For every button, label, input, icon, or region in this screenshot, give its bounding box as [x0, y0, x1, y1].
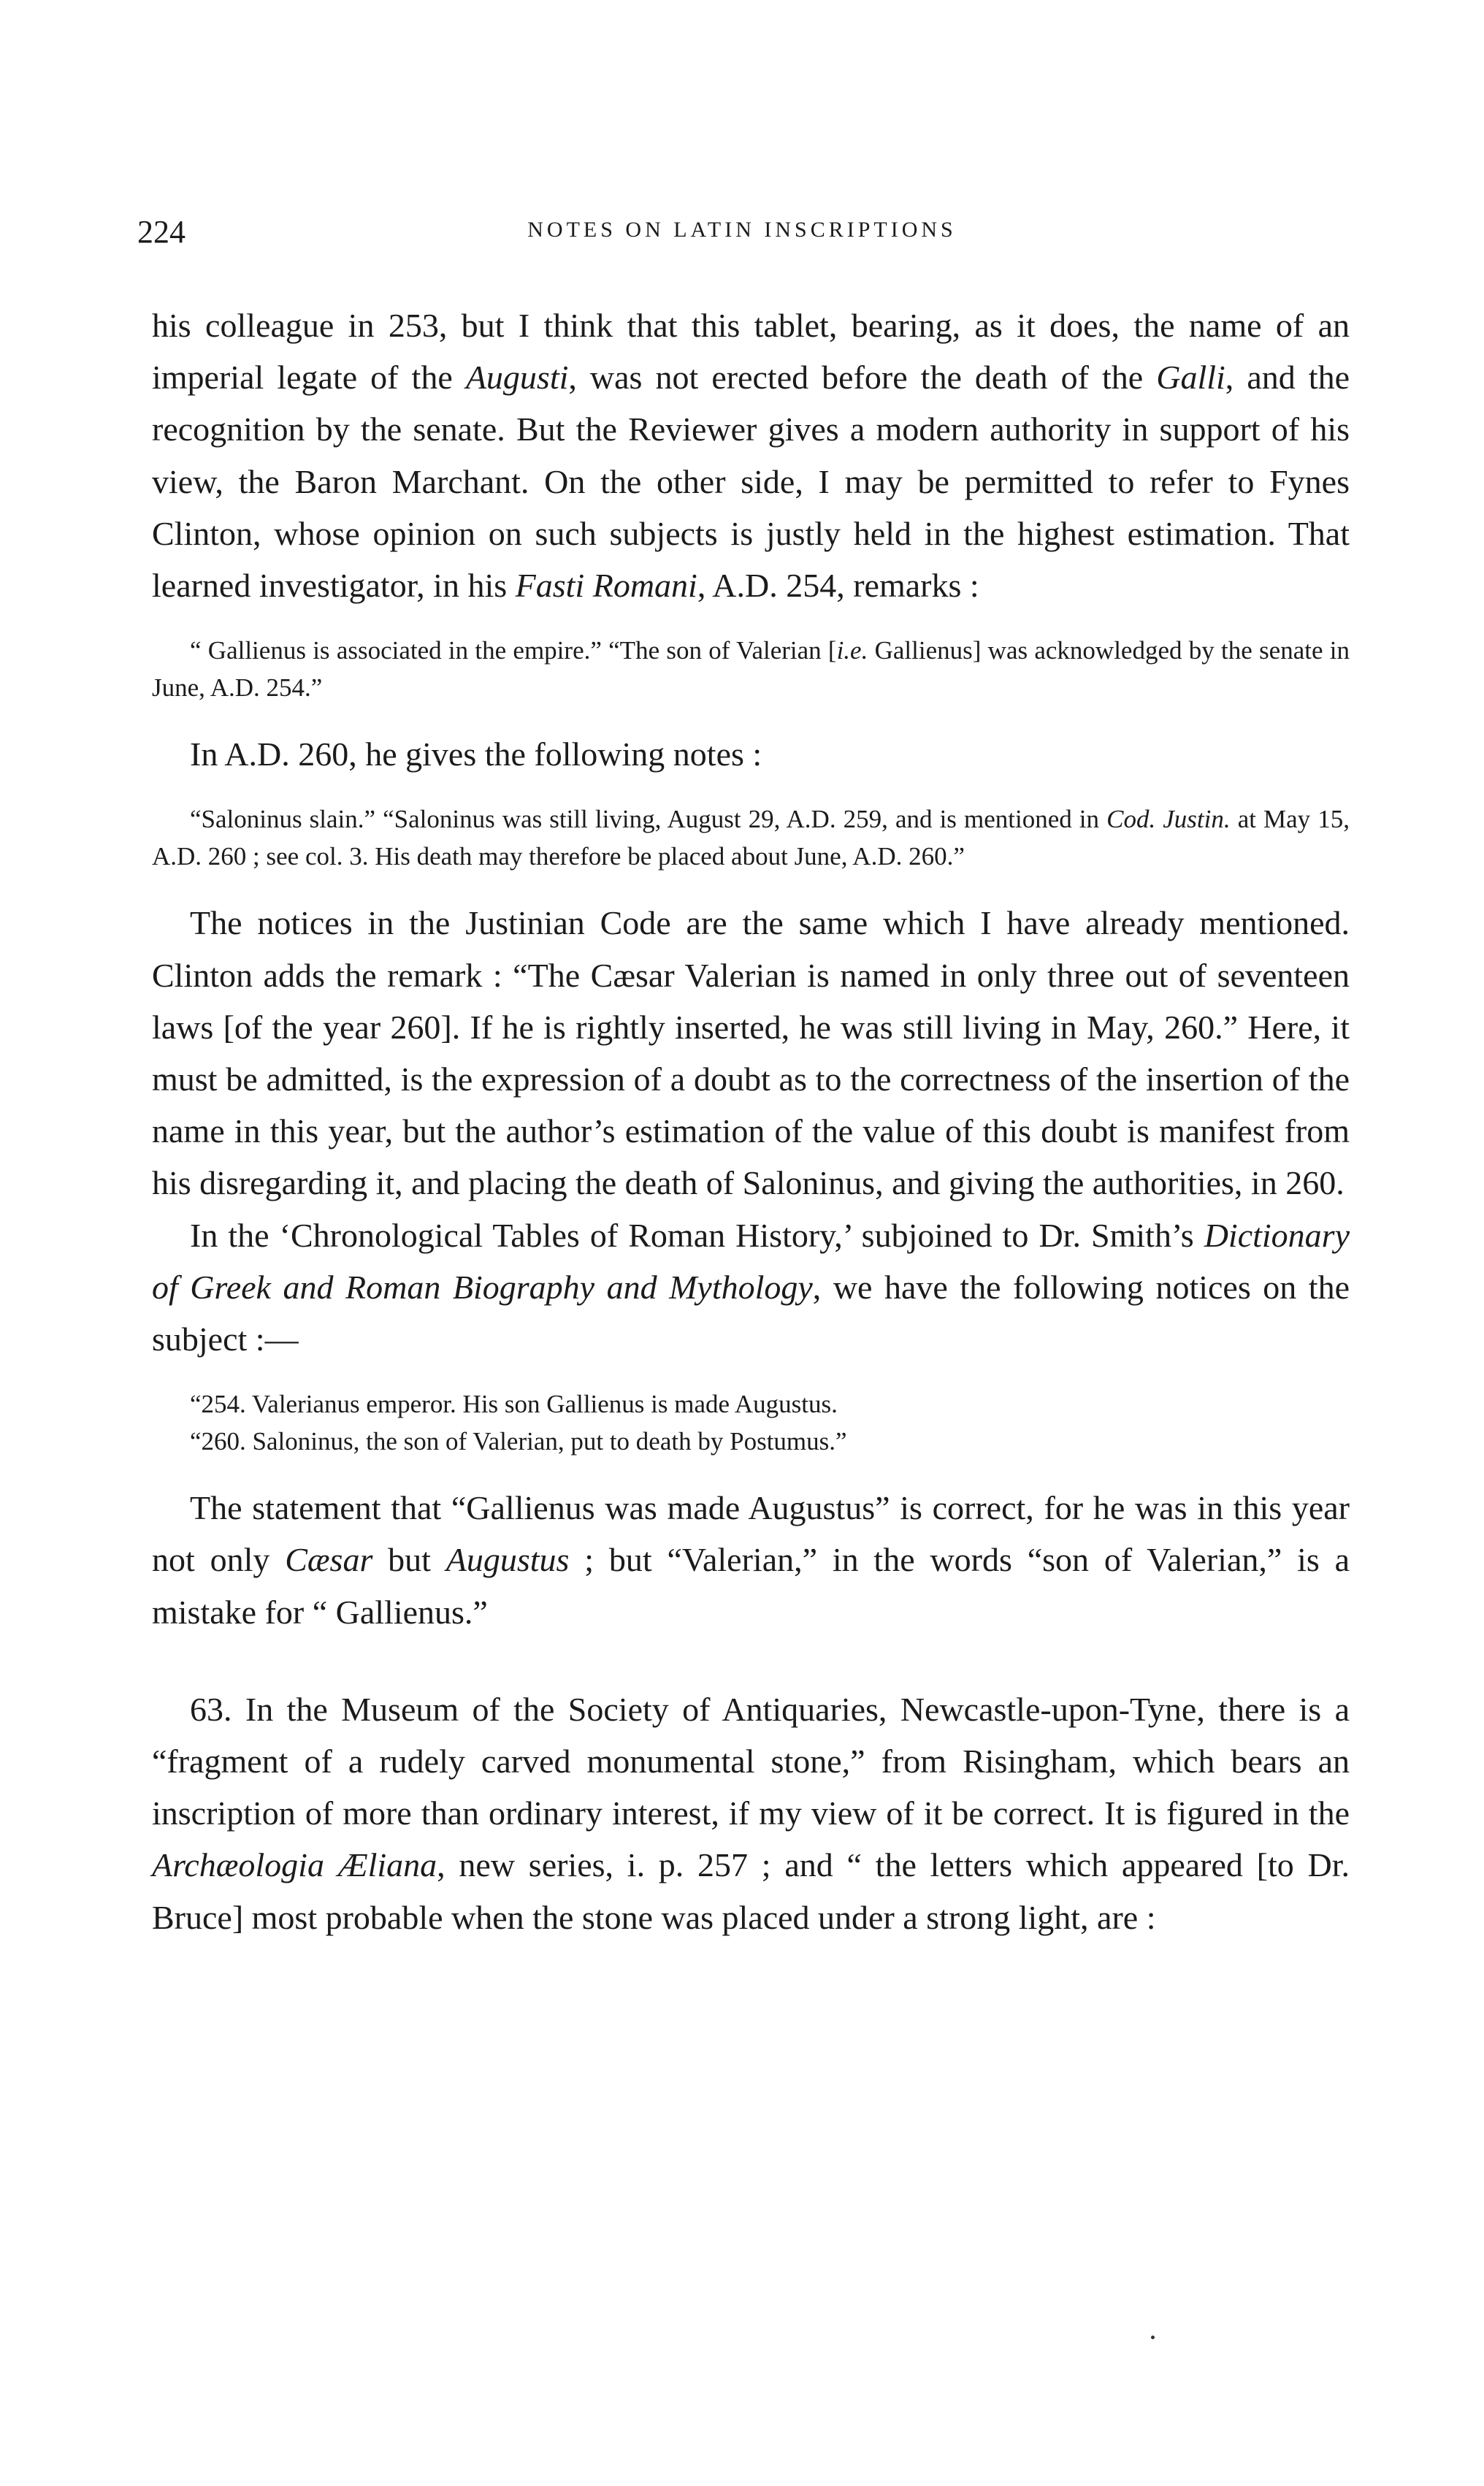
italic-run: Archæologia Æliana — [152, 1846, 437, 1884]
text-run: , we have the following notices on the subject :— — [152, 1268, 1350, 1358]
text-run: , new series, i. p. 257 ; and “ the letters which appeared [to Dr. Bruce] most probable when the stone was placed under a strong light, are : — [152, 1846, 1350, 1936]
italic-run: Cod. Justin. — [1106, 805, 1231, 834]
text-run: , was not erected before the death of the — [568, 359, 1157, 397]
paragraph-2: In A.D. 260, he gives the following notes : — [190, 735, 762, 773]
italic-run: Galli — [1156, 359, 1225, 397]
page-body — [152, 299, 1350, 1943]
text-run: but — [372, 1541, 446, 1579]
section-gap — [152, 1638, 1350, 1683]
text-run: at May 15, A.D. 260 ; see col. 3. His death may therefore be placed about June, A.D. 260.” — [152, 805, 1350, 871]
text-run: “ Gallienus is associated in the empire.” “The son of Valerian [ — [190, 636, 837, 665]
quotation-line: “260. Saloninus, the son of Valerian, put to death by Postumus.” — [190, 1427, 847, 1456]
paragraph-5 — [152, 1482, 1350, 1638]
text-run: The statement that “Gallienus was made Augustus” is correct, for he was in this year not only — [152, 1489, 1350, 1579]
running-head: NOTES ON LATIN INSCRIPTIONS — [527, 218, 957, 242]
text-run: 63. In the Museum of the Society of Antiquaries, Newcastle-upon-Tyne, there is a “fragment of a rudely carved monumental stone,” from Risingham, which bears an inscription of more than ordinary interest, if my view of it be correct. It is figured in the — [152, 1690, 1350, 1832]
page-number: 224 — [137, 214, 186, 250]
paragraph-3: The notices in the Justinian Code are the same which I have already mentioned. Clinton adds the remark : “The Cæsar Valerian is named in only three out of seventeen laws [of the year 260]. If he is rightly inserted, he was still living in May, 260.” Here, it must be admitted, is the expression of a doubt as to the correctness of the insertion of the name in this year, but the author’s estimation of the value of this doubt is manifest from his disregarding it, and placing the death of Saloninus, and giving the authorities, in 260. — [152, 904, 1350, 1202]
text-run: Gallienus] was acknowledged by the senate in June, A.D. 254.” — [152, 636, 1350, 703]
italic-run: Augustus — [445, 1541, 570, 1579]
text-run: his colleague in 253, but I think that this tablet, bearing, as it does, the name of an imperial legate of the — [152, 307, 1350, 397]
text-run: In the ‘Chronological Tables of Roman History,’ subjoined to Dr. Smith’s — [190, 1216, 1204, 1254]
quotation-1 — [152, 611, 1350, 728]
quotation-2 — [152, 780, 1350, 897]
text-run: “Saloninus slain.” “Saloninus was still living, August 29, A.D. 259, and is mentioned in — [190, 805, 1107, 834]
italic-run: i.e. — [836, 636, 868, 665]
print-speck — [1151, 2336, 1155, 2339]
italic-run: Dictionary of Greek and Roman Biography and Mythology — [152, 1216, 1350, 1306]
italic-run: Fasti Romani — [515, 567, 697, 605]
paragraph-4 — [152, 1209, 1350, 1366]
page-header — [137, 213, 1347, 257]
text-run: , A.D. 254, remarks : — [697, 567, 979, 605]
italic-run: Cæsar — [285, 1541, 373, 1579]
text-run: , and the recognition by the senate. But the Reviewer gives a modern authority in support of his view, the Baron Marchant. On the other side, I may be permitted to refer to Fynes Clinton, whose opinion on such subjects is justly held in the highest estimation. That learned investigator, in his — [152, 359, 1350, 605]
italic-run: Augusti — [465, 359, 569, 397]
quotation-3 — [152, 1365, 1350, 1482]
paragraph-6 — [152, 1683, 1350, 1943]
paragraph-1 — [152, 299, 1350, 611]
quotation-line: “254. Valerianus emperor. His son Gallienus is made Augustus. — [190, 1390, 838, 1419]
text-run: ; but “Valerian,” in the words “son of Valerian,” is a mistake for “ Gallienus.” — [152, 1541, 1350, 1631]
